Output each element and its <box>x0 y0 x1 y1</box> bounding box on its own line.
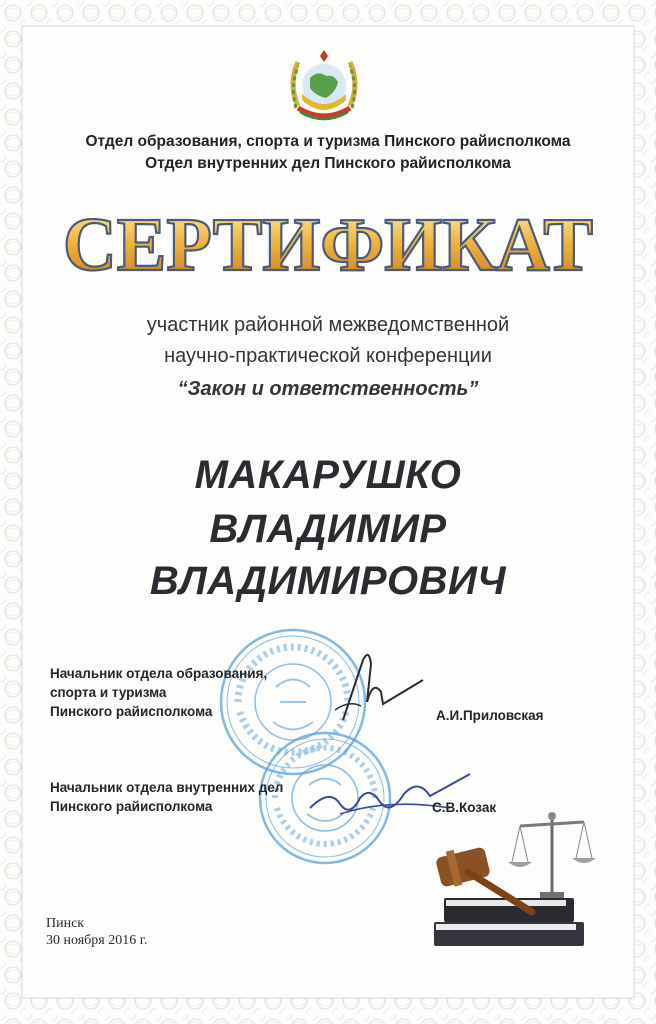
signatory-2-position-line: Начальник отдела внутренних дел <box>50 780 284 795</box>
signatory-2-name: С.В.Козак <box>432 800 497 815</box>
recipient-first-name: ВЛАДИМИР <box>209 507 447 551</box>
signatory-2-position-line: Пинского райисполкома <box>50 799 213 814</box>
recipient-surname: МАКАРУШКО <box>194 453 462 497</box>
subtitle-line-2: научно-практической конференции <box>164 345 492 367</box>
signatory-1-position <box>50 664 267 721</box>
signatory-2-position <box>50 778 283 816</box>
certificate-title <box>55 200 601 286</box>
subtitle-line-1: участник районной межведомственной <box>146 314 510 336</box>
issuer-line-2: Отдел внутренних дел Пинского райисполкома <box>145 155 511 172</box>
issue-place: Пинск <box>46 916 85 931</box>
signatory-1-position-line: Пинского райисполкома <box>50 704 213 719</box>
issue-date: 30 ноября 2016 г. <box>46 933 148 948</box>
belarus-coat-of-arms-icon <box>286 48 362 126</box>
signatory-1-name: А.И.Приловская <box>436 708 544 723</box>
certificate-title-text: СЕРТИФИКАТ <box>63 203 593 286</box>
signature-1 <box>325 640 425 730</box>
conference-name: “Закон и ответственность” <box>177 378 479 400</box>
gavel-and-scales-icon <box>428 800 618 950</box>
issuer-line-1: Отдел образования, спорта и туризма Пинского райисполкома <box>85 133 571 150</box>
recipient-patronymic: ВЛАДИМИРОВИЧ <box>149 559 507 603</box>
signatory-1-position-line: Начальник отдела образования, <box>50 666 268 681</box>
signatory-1-position-line: спорта и туризма <box>50 685 167 700</box>
